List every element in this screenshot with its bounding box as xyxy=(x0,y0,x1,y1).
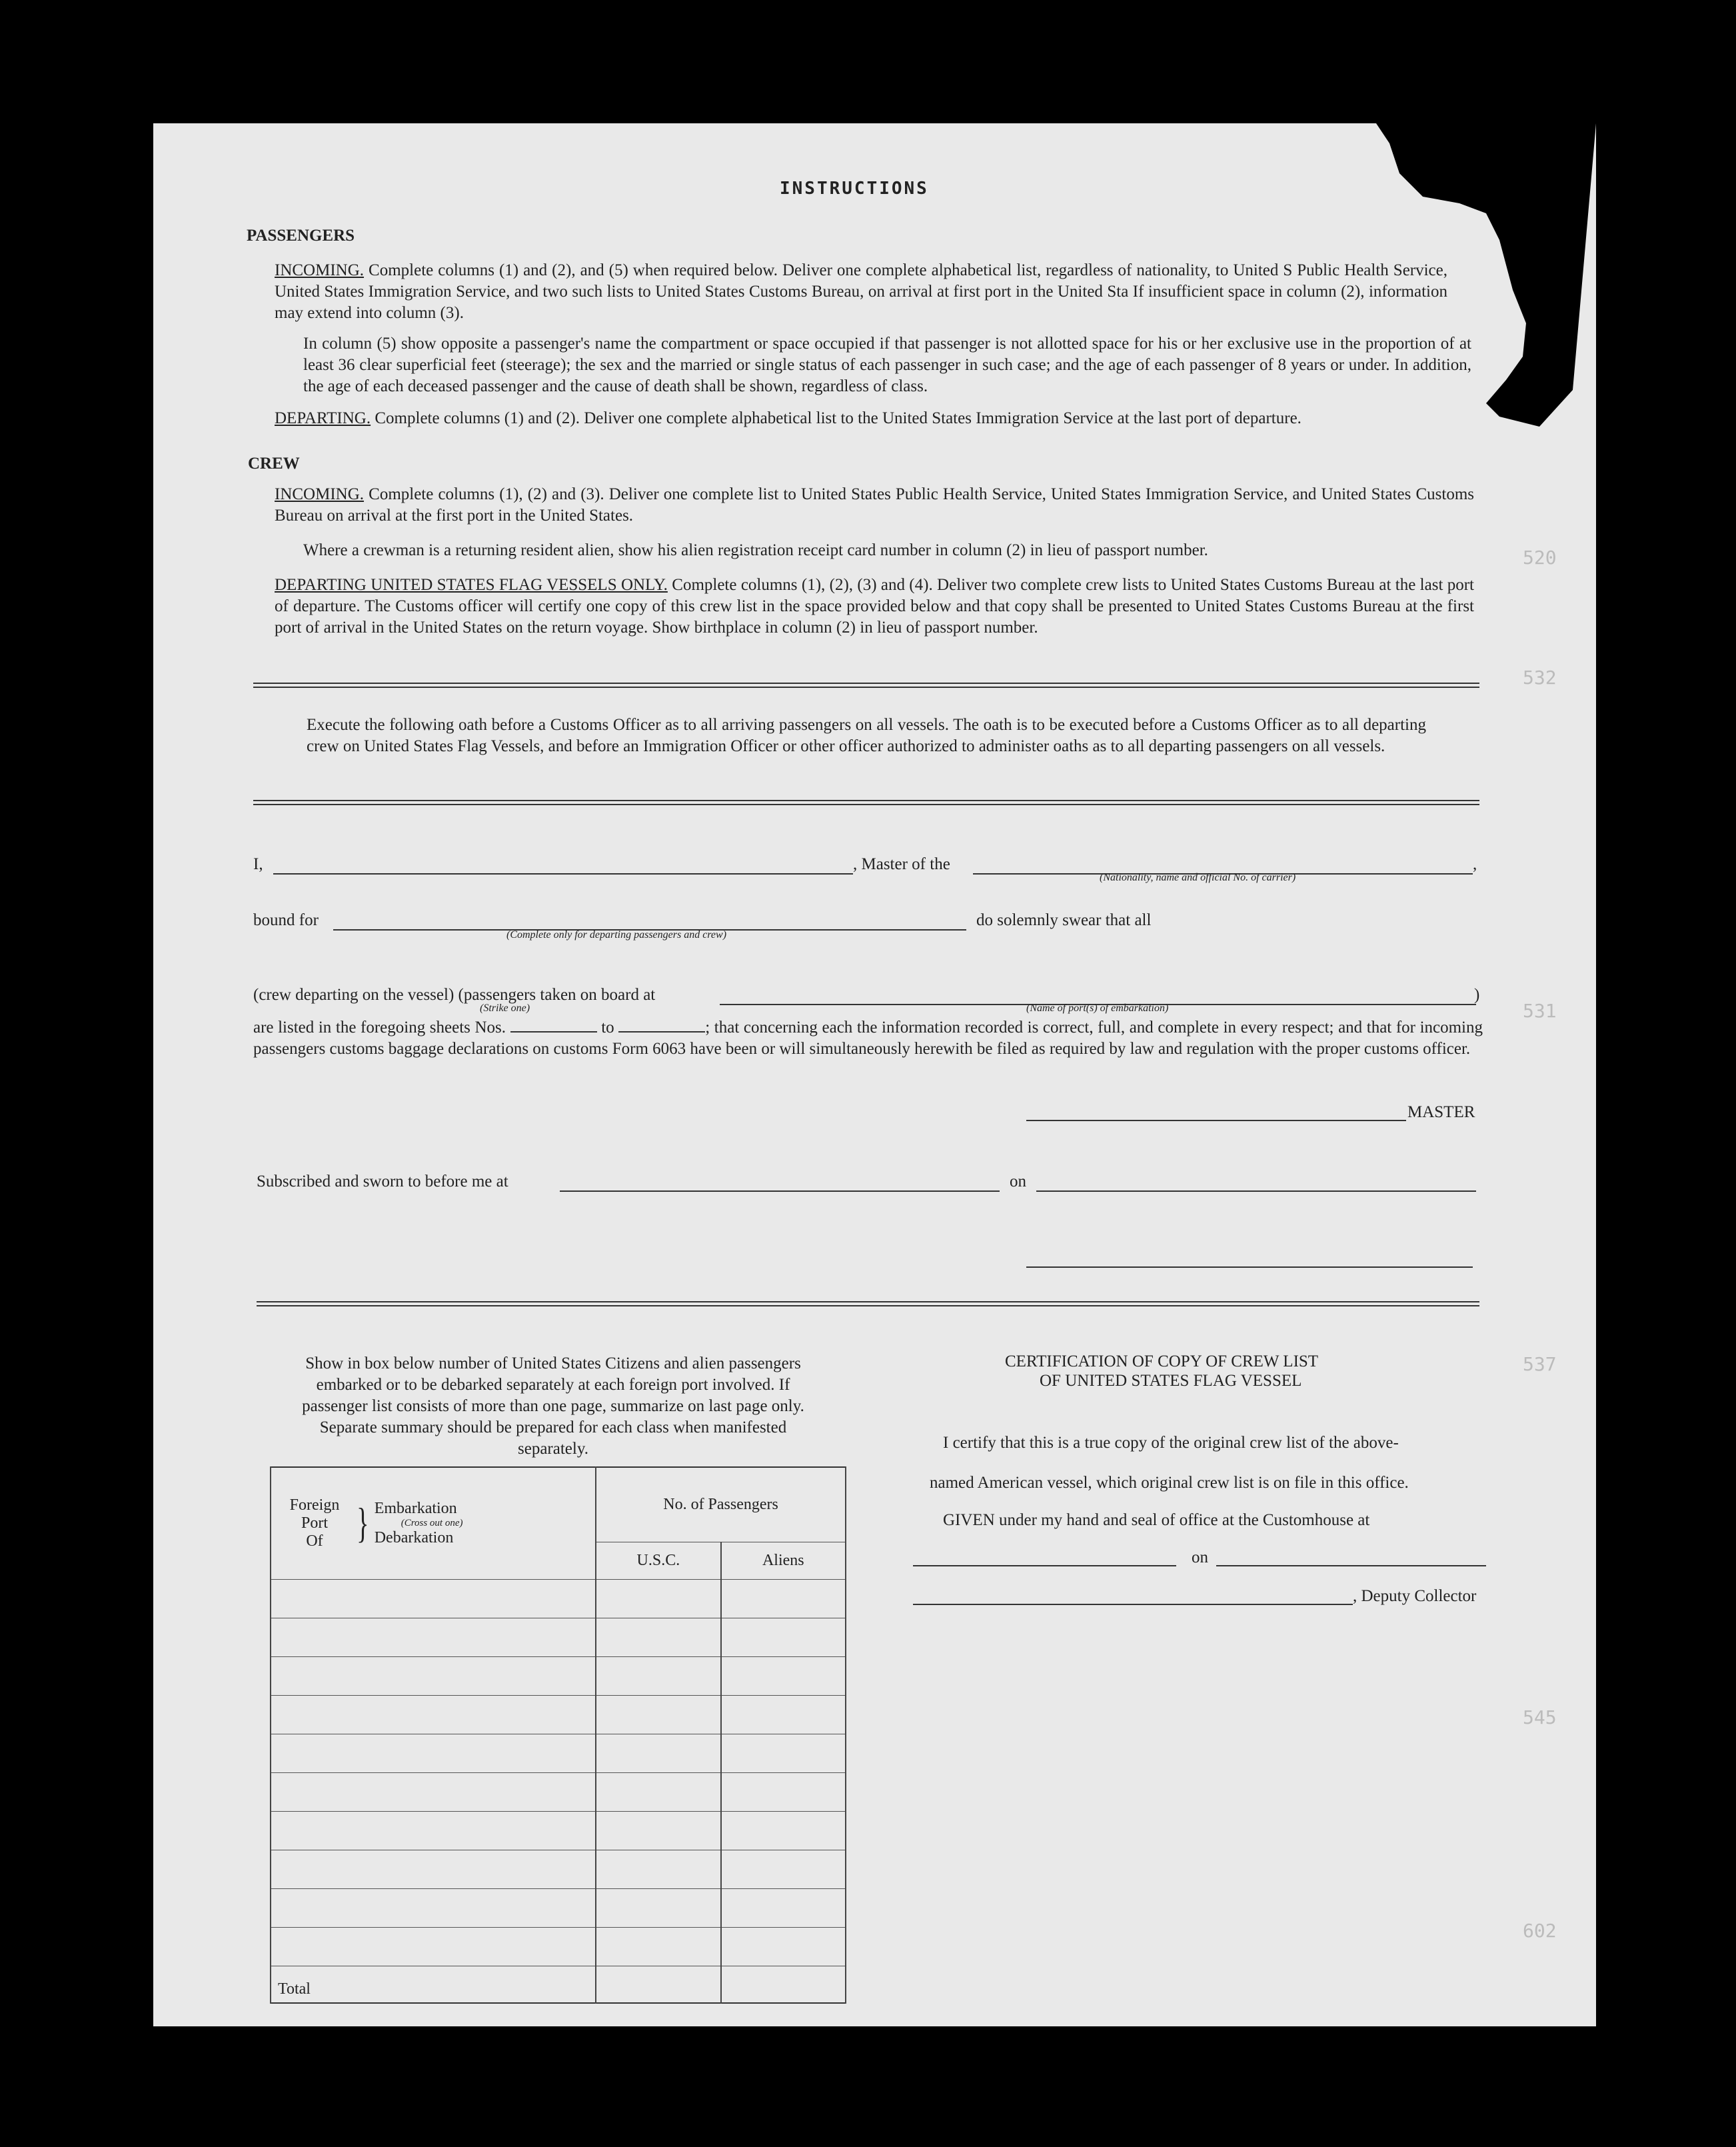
subscribed-place-line xyxy=(560,1190,1000,1192)
summary-usc-cell xyxy=(596,1927,720,1966)
summary-port-cell xyxy=(271,1618,596,1656)
oath-listed-a: are listed in the foregoing sheets Nos. xyxy=(253,1019,506,1037)
customhouse-line xyxy=(913,1565,1176,1566)
oath-close-paren: ) xyxy=(1474,986,1480,1004)
certification-on: on xyxy=(1192,1548,1208,1566)
oath-bound-for: bound for xyxy=(253,911,319,929)
oath-nationality-note: (Nationality, name and official No. of carrier) xyxy=(1100,872,1296,883)
certification-line-1: I certify that this is a true copy of the original crew list of the above- xyxy=(943,1434,1399,1452)
passengers-incoming-label: INCOMING. xyxy=(275,261,365,279)
certification-line-3: GIVEN under my hand and seal of office at the Customhouse at xyxy=(943,1511,1370,1529)
certification-date-line xyxy=(1216,1565,1486,1566)
total-usc-cell xyxy=(596,1966,720,2003)
bleed-through-mark: 531 xyxy=(1523,1000,1557,1022)
divider xyxy=(257,1301,1479,1306)
no-of-passengers-header: No. of Passengers xyxy=(596,1467,846,1542)
summary-aliens-cell xyxy=(721,1888,846,1927)
summary-aliens-cell xyxy=(721,1811,846,1850)
summary-aliens-cell xyxy=(721,1695,846,1734)
crew-departing xyxy=(275,575,1474,639)
certification-line-2: named American vessel, which original crew list is on file in this office. xyxy=(930,1474,1409,1492)
summary-aliens-cell xyxy=(721,1734,846,1772)
summary-usc-cell xyxy=(596,1695,720,1734)
crew-incoming-label: INCOMING. xyxy=(275,485,365,503)
officer-signature-line xyxy=(1026,1266,1473,1268)
summary-port-cell xyxy=(271,1734,596,1772)
summary-aliens-cell xyxy=(721,1618,846,1656)
summary-usc-cell xyxy=(596,1656,720,1695)
subscribed-date-line xyxy=(1036,1190,1476,1192)
passengers-heading: PASSENGERS xyxy=(247,227,355,245)
divider xyxy=(253,683,1479,688)
brace-icon: } xyxy=(357,1499,369,1547)
port-header-cell xyxy=(271,1467,596,1579)
oath-on: on xyxy=(1010,1172,1026,1190)
oath-ports-note: (Name of port(s) of embarkation) xyxy=(1026,1003,1169,1014)
summary-usc-cell xyxy=(596,1618,720,1656)
crew-incoming xyxy=(275,484,1474,527)
summary-aliens-cell xyxy=(721,1850,846,1888)
crew-heading: CREW xyxy=(248,455,300,473)
summary-aliens-cell xyxy=(721,1927,846,1966)
oath-i-label: I, xyxy=(253,855,263,873)
certification-deputy: , Deputy Collector xyxy=(1353,1587,1477,1605)
col-debarkation: Debarkation xyxy=(374,1528,454,1546)
oath-listed-to: to xyxy=(601,1019,614,1037)
passengers-departing-label: DEPARTING. xyxy=(275,409,371,427)
oath-swear: do solemnly swear that all xyxy=(976,911,1152,929)
summary-port-cell xyxy=(271,1772,596,1811)
oath-name-line xyxy=(273,873,853,875)
col-port-b: Port xyxy=(301,1514,328,1532)
crew-departing-label: DEPARTING UNITED STATES FLAG VESSELS ONLY. xyxy=(275,576,668,594)
summary-usc-cell xyxy=(596,1734,720,1772)
certification-title-1: CERTIFICATION OF COPY OF CREW LIST xyxy=(1005,1352,1319,1370)
passengers-departing-text: Complete columns (1) and (2). Deliver one complete alphabetical list to the United States Immigration Service at the last port of departure. xyxy=(375,409,1302,427)
summary-usc-cell xyxy=(596,1888,720,1927)
summary-port-cell xyxy=(271,1888,596,1927)
oath-master-of: , Master of the xyxy=(853,855,950,873)
summary-aliens-cell xyxy=(721,1772,846,1811)
page-title: INSTRUCTIONS xyxy=(780,179,929,199)
oath-listed-b: ; that concerning each the information recorded is correct, full, and complete in every respect; and that for incoming passengers customs baggage declarations on customs Form 6063 have been or will simultaneously herewith be filed as required by law and regulation with the proper customs officer. xyxy=(253,1019,1483,1058)
passengers-incoming xyxy=(275,260,1447,324)
passenger-summary-table xyxy=(270,1466,846,2004)
crew-departing-text: Complete columns (1), (2), (3) and (4). Deliver two complete crew lists to United States Customs Bureau at the last port of departure. The Customs officer will certify one copy of this crew list in the space provided below and that copy shall be presented to United States Customs Bureau at the first port of arrival in the United States on the return voyage. Show birthplace in column (2) in lieu of passport number. xyxy=(275,576,1475,637)
col-embarkation: Embarkation xyxy=(374,1499,457,1517)
aliens-header: Aliens xyxy=(721,1542,846,1579)
oath-comma: , xyxy=(1473,855,1477,873)
oath-crew-passengers: (crew departing on the vessel) (passengers taken on board at xyxy=(253,986,656,1004)
usc-header: U.S.C. xyxy=(596,1542,720,1579)
passengers-column5: In column (5) show opposite a passenger's name the compartment or space occupied if that passenger is not allotted space for his or her exclusive use in the proportion of at least 36 clear superficial feet (steerage); the sex and the married or single status of each passenger in such case; and the age of each passenger of 8 years or under. In addition, the age of each deceased passenger and the cause of death shall be shown, regardless of class. xyxy=(303,335,1471,395)
crew-resident: Where a crewman is a returning resident alien, show his alien registration receipt card number in column (2) in lieu of passport number. xyxy=(303,541,1208,559)
divider xyxy=(253,800,1479,805)
oath-strike-one: (Strike one) xyxy=(480,1003,530,1014)
crew-incoming-text: Complete columns (1), (2) and (3). Deliver one complete list to United States Public Health Service, United States Immigration Service, and United States Customs Bureau on arrival at the first port in the United States. xyxy=(275,485,1475,525)
passengers-incoming-text: Complete columns (1) and (2), and (5) when required below. Deliver one complete alphabetical list, regardless of nationality, to United S Public Health Service, United States Immigration Service, and two such lists to United States Customs Bureau, on arrival at first port in the United Sta If insufficient space in column (2), information may extend into column (3). xyxy=(275,261,1448,322)
bleed-through-mark: 520 xyxy=(1523,547,1557,569)
summary-usc-cell xyxy=(596,1811,720,1850)
summary-aliens-cell xyxy=(721,1579,846,1618)
master-signature-line xyxy=(1026,1120,1406,1121)
summary-port-cell xyxy=(271,1927,596,1966)
summary-port-cell xyxy=(271,1850,596,1888)
summary-port-cell xyxy=(271,1656,596,1695)
certification-title-2: OF UNITED STATES FLAG VESSEL xyxy=(1040,1372,1302,1390)
summary-aliens-cell xyxy=(721,1656,846,1695)
bleed-through-mark: 532 xyxy=(1523,667,1557,689)
oath-complete-note: (Complete only for departing passengers and crew) xyxy=(506,929,727,941)
total-aliens-cell xyxy=(721,1966,846,2003)
summary-usc-cell xyxy=(596,1850,720,1888)
summary-instruction: Show in box below number of United States Citizens and alien passengers embarked or to be debarked separately at each foreign port involved. If passenger list consists of more than one page, summarize on last page only. Separate summary should be prepared for each class when manifested separately. xyxy=(302,1354,804,1458)
oath-subscribed: Subscribed and sworn to before me at xyxy=(257,1172,508,1190)
bleed-through-mark: 545 xyxy=(1523,1706,1557,1728)
col-port-c: Of xyxy=(306,1532,323,1550)
summary-port-cell xyxy=(271,1811,596,1850)
col-port-a: Foreign xyxy=(289,1496,340,1514)
bleed-through-mark: 602 xyxy=(1523,1920,1557,1942)
bleed-through-mark: 537 xyxy=(1523,1353,1557,1375)
col-cross-out: (Cross out one) xyxy=(401,1517,463,1528)
deputy-signature-line xyxy=(913,1604,1353,1605)
summary-port-cell xyxy=(271,1695,596,1734)
summary-usc-cell xyxy=(596,1772,720,1811)
oath-intro: Execute the following oath before a Customs Officer as to all arriving passengers on all vessels. The oath is to be executed before a Customs Officer as to all departing crew on United States Flag Vessels, and before an Immigration Officer or other officer authorized to administer oaths as to all departing passengers on all vessels. xyxy=(307,716,1426,755)
oath-listed xyxy=(253,1017,1483,1060)
summary-port-cell xyxy=(271,1579,596,1618)
summary-usc-cell xyxy=(596,1579,720,1618)
passengers-departing xyxy=(275,408,1474,429)
oath-master: MASTER xyxy=(1407,1103,1475,1121)
total-label: Total xyxy=(271,1966,596,2003)
